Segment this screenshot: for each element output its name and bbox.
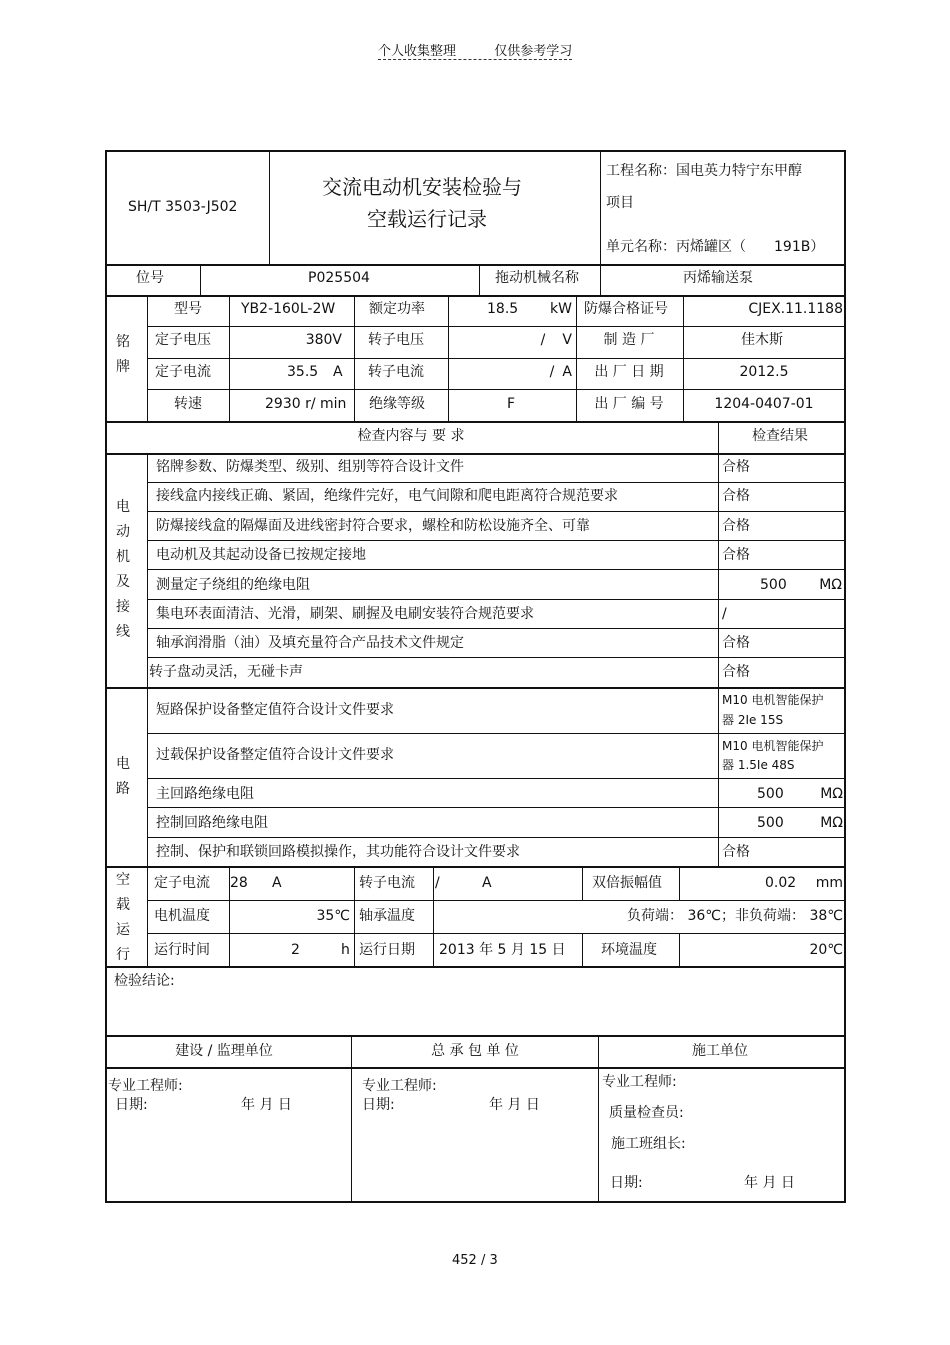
driven-machine-value: 丙烯输送泵 <box>683 270 753 286</box>
project-name: 工程名称：国电英力特宁东甲醇 <box>606 163 802 179</box>
noload-section-label: 空 载 运 行 <box>116 872 130 963</box>
nameplate-section-label: 铭 牌 <box>116 334 130 375</box>
header-underline <box>378 59 572 60</box>
page-number: 452 / 3 <box>452 1253 498 1268</box>
builder-unit-title: 施工单位 <box>692 1043 748 1059</box>
circuit-section-label: 电 路 <box>116 756 130 797</box>
form-code: SH/T 3503-J502 <box>128 199 238 215</box>
contractor-unit-title: 总 承 包 单 位 <box>431 1043 519 1059</box>
project-name-cont: 项目 <box>606 195 634 211</box>
position-value: P025504 <box>308 270 370 286</box>
form-title-line1: 交流电动机安装检验与 <box>322 175 522 199</box>
unit-name-value: 191B） <box>774 239 825 255</box>
motor-section-label: 电 动 机 及 接 线 <box>116 499 130 640</box>
driven-machine-label: 拖动机械名称 <box>495 270 579 286</box>
header-left: 个人收集整理 <box>378 44 457 59</box>
header-right: 仅供参考学习 <box>494 44 573 59</box>
owner-unit-title: 建设 / 监理单位 <box>175 1043 273 1059</box>
check-result-header: 检查结果 <box>752 428 808 444</box>
conclusion-label: 检验结论: <box>114 973 175 989</box>
page-header <box>378 40 572 59</box>
check-content-header: 检查内容与 要 求 <box>357 428 465 444</box>
position-label: 位号 <box>136 270 164 286</box>
form-title-line2: 空载运行记录 <box>367 207 487 231</box>
unit-name-label: 单元名称：丙烯罐区（ <box>606 239 746 255</box>
